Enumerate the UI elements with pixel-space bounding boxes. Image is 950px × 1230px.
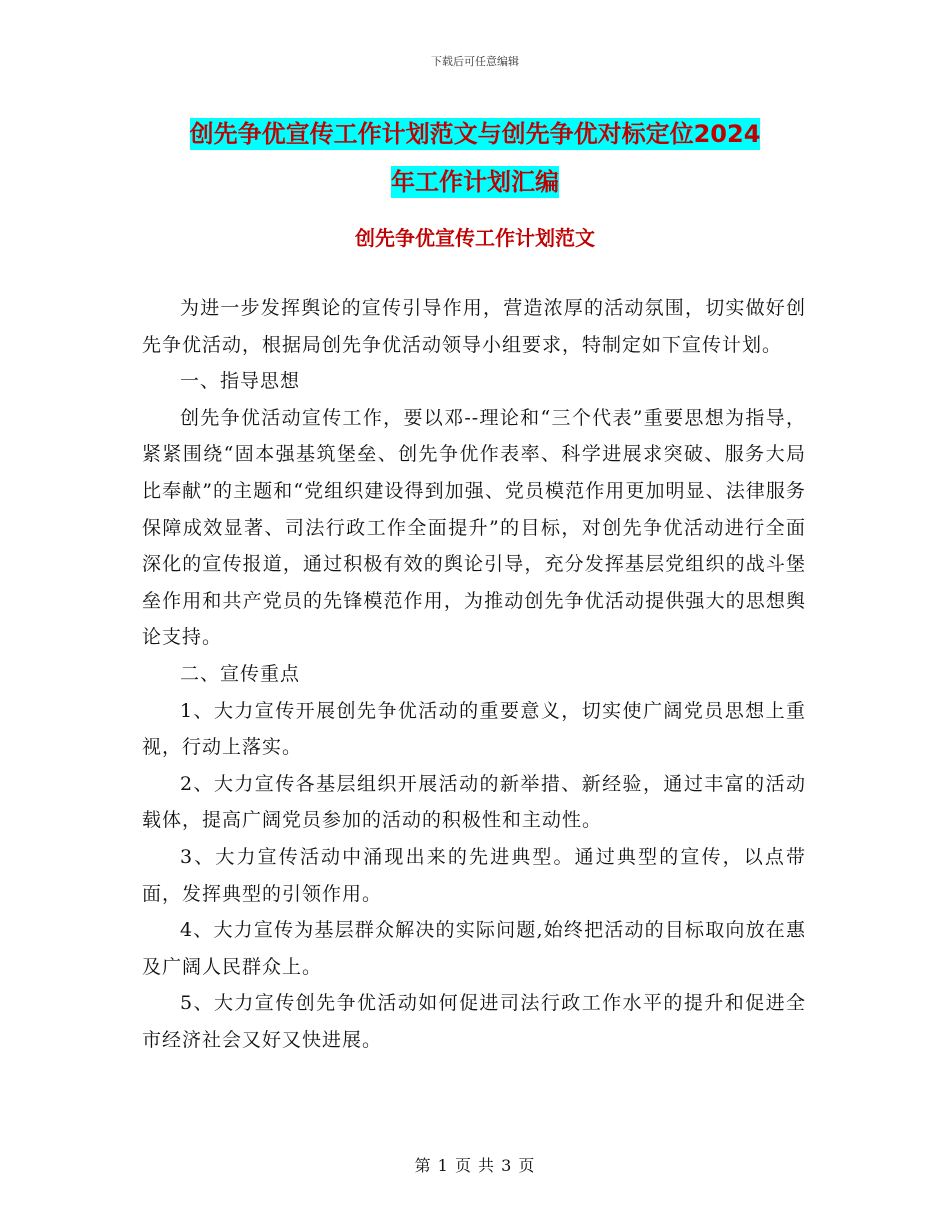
document-body	[142, 290, 806, 1058]
title-line-2: 年工作计划汇编	[391, 168, 559, 196]
section-title: 创先争优宣传工作计划范文	[355, 226, 595, 250]
paragraph-guiding-thought: 创先争优活动宣传工作，要以邓--理论和“三个代表”重要思想为指导，紧紧围绕“固本强基筑堡垒、创先争优作表率、科学进展求突破、服务大局比奉献”的主题和“党组织建设得到加强、党员模范作用更加明显、法律服务保障成效显著、司法行政工作全面提升”的目标，对创先争优活动进行全面深化的宣传报道，通过积极有效的舆论引导，充分发挥基层党组织的战斗堡垒作用和共产党员的先锋模范作用，为推动创先争优活动提供强大的思想舆论支持。	[142, 406, 806, 649]
heading-guiding-thought: 一、指导思想	[180, 370, 301, 393]
list-item: 5、大力宣传创先争优活动如何促进司法行政工作水平的提升和促进全市经济社会又好又快进展。	[142, 992, 806, 1051]
heading-publicity-focus: 二、宣传重点	[180, 662, 301, 685]
header-note: 下载后可任意编辑	[431, 55, 519, 68]
paragraph-intro: 为进一步发挥舆论的宣传引导作用，营造浓厚的活动氛围，切实做好创先争优活动，根据局创先争优活动领导小组要求，特制定如下宣传计划。	[142, 297, 806, 356]
page-number: 第 1 页 共 3 页	[414, 1156, 536, 1175]
list-item: 3、大力宣传活动中涌现出来的先进典型。通过典型的宣传，以点带面，发挥典型的引领作用。	[142, 845, 806, 905]
list-item: 1、大力宣传开展创先争优活动的重要意义，切实使广阔党员思想上重视，行动上落实。	[142, 699, 806, 759]
list-item: 2、大力宣传各基层组织开展活动的新举措、新经验，通过丰富的活动载体，提高广阔党员参加的活动的积极性和主动性。	[142, 772, 806, 832]
document-title	[140, 110, 810, 206]
list-item: 4、大力宣传为基层群众解决的实际问题,始终把活动的目标取向放在惠及广阔人民群众上。	[142, 919, 806, 978]
title-line-1: 创先争优宣传工作计划范文与创先争优对标定位2024	[189, 120, 761, 148]
